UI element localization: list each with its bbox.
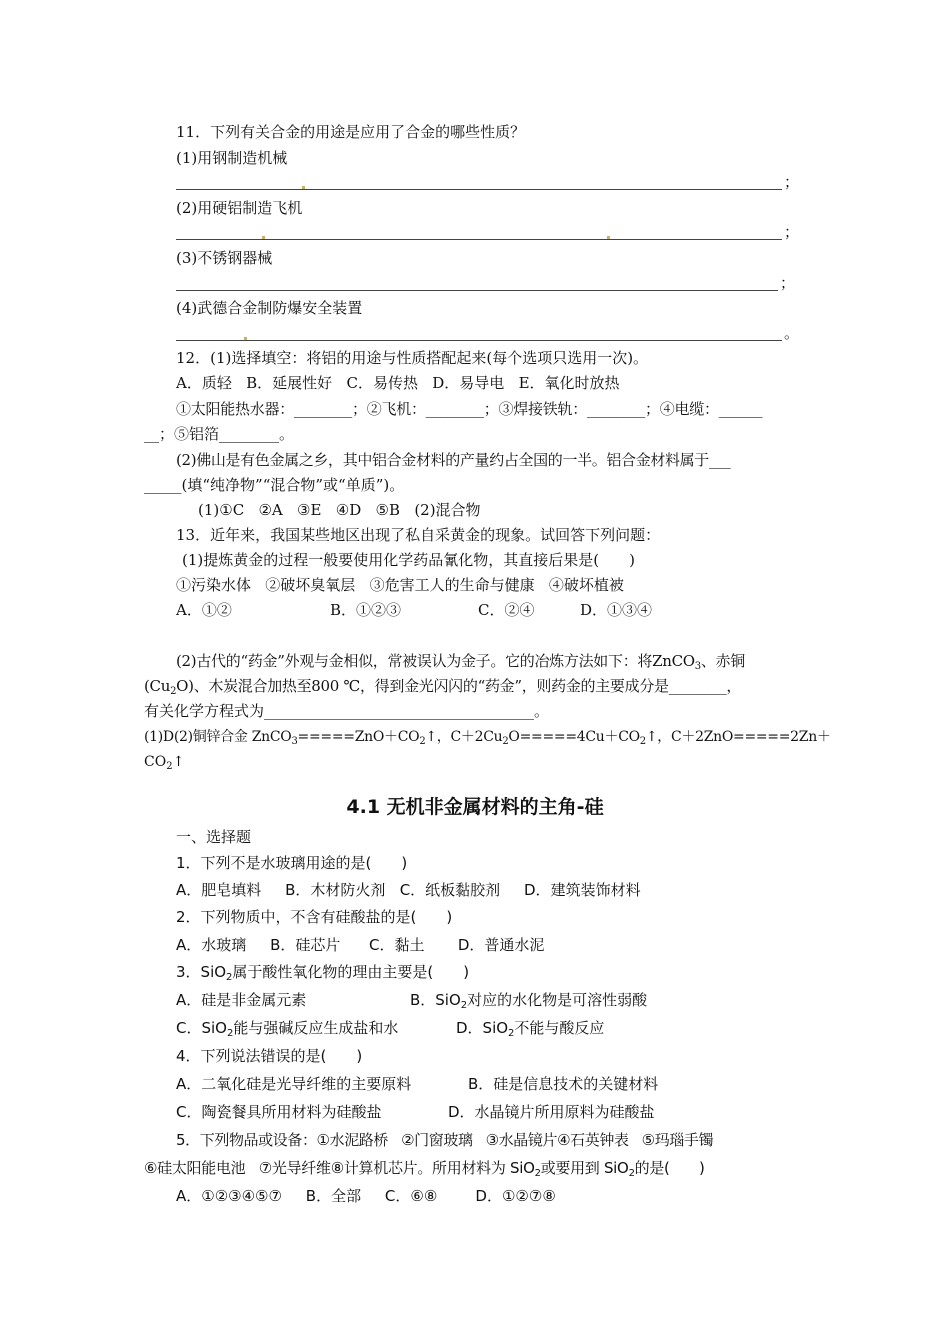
q11-item-4: (4)武德合金制防爆安全装置: [176, 299, 363, 317]
p2-q5-line-1: 5．下列物品或设备：①水泥路桥 ②门窗玻璃 ③水晶镜片④石英钟表 ⑤玛瑙手镯: [176, 1131, 714, 1149]
q11-item-3: (3)不锈钢器械: [176, 249, 273, 267]
q11-item-1: (1)用钢制造机械: [176, 149, 288, 167]
q11-item-2: (2)用硬铝制造飞机: [176, 199, 303, 217]
scan-speck: [262, 236, 265, 239]
p2-q5-options: A．①②③④⑤⑦ B．全部 C．⑥⑧ D．①②⑦⑧: [176, 1187, 556, 1205]
q13-sub1-items: ①污染水体 ②破坏臭氧层 ③危害工人的生命与健康 ④破坏植被: [176, 576, 624, 594]
q11-stem: 11．下列有关合金的用途是应用了合金的哪些性质？: [176, 123, 526, 141]
p2-q3-stem: 3．SiO$_2$属于酸性氧化物的理由主要是( ): [176, 963, 470, 983]
q12-answer: (1)①C ②A ③E ④D ⑤B (2)混合物: [198, 501, 481, 519]
answer-blank: [176, 189, 782, 190]
q11-end-2: ；: [784, 223, 800, 241]
p2-q4-stem: 4．下列说法错误的是( ): [176, 1047, 363, 1065]
p2-q3-option-a: A．硅是非金属元素: [176, 991, 307, 1009]
q11-end-1: ；: [784, 173, 800, 191]
q13-answer-line-2: $CO_2↑$: [144, 754, 185, 772]
q11-end-4: 。: [784, 324, 800, 342]
scan-speck: [302, 186, 305, 189]
scan-speck: [244, 337, 247, 340]
p2-q3-option-c: C．SiO$_2$能与强碱反应生成盐和水: [176, 1019, 399, 1039]
p2-q4-option-d: D．水晶镜片所用原料为硅酸盐: [448, 1103, 655, 1121]
answer-blank: [176, 340, 782, 341]
q13-stem: 13．近年来，我国某些地区出现了私自采黄金的现象。试回答下列问题：: [176, 526, 661, 544]
q12-part2-line-2: _____(填“纯净物”“混合物”或“单质”)。: [144, 476, 405, 494]
answer-blank: [176, 290, 778, 291]
q12-stem: 12．(1)选择填空：将铝的用途与性质搭配起来(每个选项只选用一次)。: [176, 349, 649, 367]
q12-options: A．质轻 B．延展性好 C．易传热 D．易导电 E．氧化时放热: [176, 374, 620, 392]
q13-choice-d: D．①③④: [580, 601, 653, 619]
q13-choice-b: B．①②③: [330, 601, 402, 619]
section-title: 4.1 无机非金属材料的主角-硅: [346, 796, 604, 818]
q13-answer-line-1: (1)D(2)铜锌合金 $ZnCO_3=====ZnO+CO_2↑$，$C+2Cu_2O=====4Cu+CO_2↑$，C＋2ZnO=====2Zn＋: [144, 729, 831, 747]
p2-q4-option-c: C．陶瓷餐具所用材料为硅酸盐: [176, 1103, 382, 1121]
p2-q3-option-d: D．SiO$_2$不能与酸反应: [456, 1019, 605, 1039]
q13-sub2-line-3: 有关化学方程式为____________________________________。: [144, 702, 550, 720]
q11-end-3: ；: [780, 274, 796, 292]
q13-sub2-line-2: $(Cu_2O)$、木炭混合加热至800 ℃，得到金光闪闪的“药金”，则药金的主要成分是________，: [144, 677, 742, 697]
p2-q1-options: A．肥皂填料 B．木材防火剂 C．纸板黏胶剂 D．建筑装饰材料: [176, 881, 641, 899]
p2-q2-options: A．水玻璃 B．硅芯片 C．黏土 D．普通水泥: [176, 936, 545, 954]
p2-q4-option-b: B．硅是信息技术的关键材料: [468, 1075, 659, 1093]
q12-fill-line-2: __；⑤铝箔________。: [144, 425, 295, 443]
q13-sub2-line-1: (2)古代的“药金”外观与金相似，常被误认为金子。它的冶炼方法如下：将ZnCO$_3$、赤铜: [176, 652, 745, 672]
q12-fill-line: ①太阳能热水器：________；②飞机：________；③焊接铁轨：________；④电缆：______: [176, 400, 763, 418]
p2-q2-stem: 2．下列物质中，不含有硅酸盐的是( ): [176, 908, 453, 926]
p2-q4-option-a: A．二氧化硅是光导纤维的主要原料: [176, 1075, 412, 1093]
p2-q1-stem: 1．下列不是水玻璃用途的是( ): [176, 854, 408, 872]
q12-part2-line: (2)佛山是有色金属之乡，其中铝合金材料的产量约占全国的一半。铝合金材料属于___: [176, 451, 731, 469]
section-heading: 一、选择题: [176, 828, 252, 846]
q13-choice-a: A．①②: [176, 601, 232, 619]
p2-q5-line-2: ⑥硅太阳能电池 ⑦光导纤维⑧计算机芯片。所用材料为 SiO$_2$或要用到 SiO$_2$的是( ): [144, 1159, 705, 1179]
p2-q3-option-b: B．SiO$_2$对应的水化物是可溶性弱酸: [410, 991, 648, 1011]
scan-speck: [607, 236, 610, 239]
q13-choice-c: C．②④: [478, 601, 535, 619]
answer-blank: [176, 239, 782, 240]
q13-sub1: (1)提炼黄金的过程一般要使用化学药品氰化物，其直接后果是( ): [182, 551, 635, 569]
